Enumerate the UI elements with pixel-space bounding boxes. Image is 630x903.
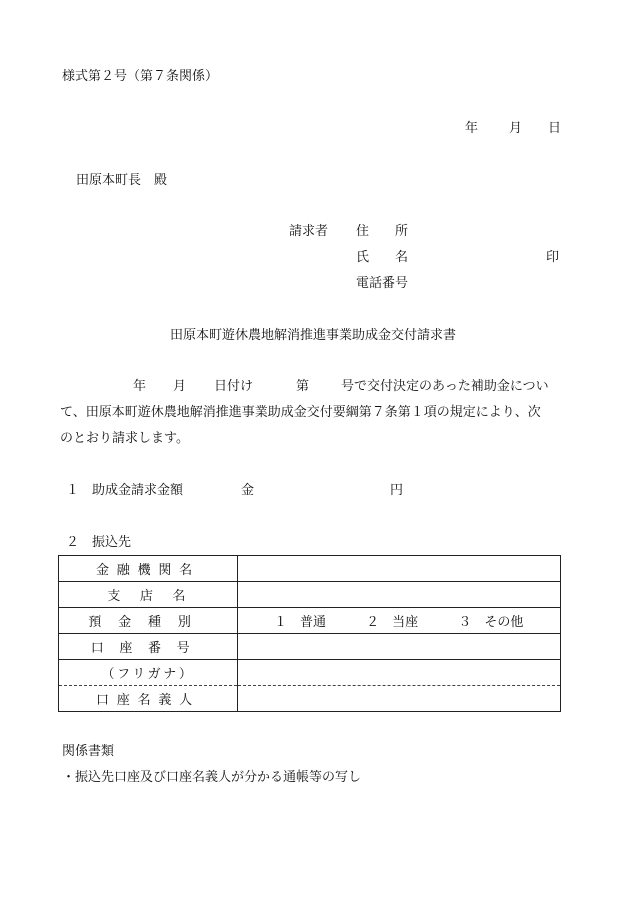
furigana-field[interactable] bbox=[238, 660, 561, 686]
related-docs-heading: 関係書類 bbox=[62, 744, 115, 759]
body-month: 月 bbox=[173, 379, 187, 394]
furigana-label: （フリガナ） bbox=[59, 660, 238, 686]
date-month: 月 bbox=[509, 121, 523, 136]
body-no: 第 bbox=[296, 379, 310, 394]
seal-mark: 印 bbox=[546, 250, 560, 265]
name-label: 氏 名 bbox=[356, 250, 409, 265]
deposit-type-label: 預金種別 bbox=[59, 608, 238, 634]
phone-label: 電話番号 bbox=[356, 276, 409, 291]
deposit-option-ordinary[interactable]: １ 普通 bbox=[274, 615, 327, 630]
bank-account-table bbox=[58, 555, 561, 712]
branch-name-field[interactable] bbox=[238, 582, 561, 608]
table-row bbox=[59, 634, 561, 660]
bank-name-label: 金融機関名 bbox=[59, 556, 238, 582]
deposit-option-current[interactable]: ２ 当座 bbox=[366, 615, 419, 630]
transfer-heading: ２ 振込先 bbox=[66, 535, 132, 550]
requester-role: 請求者 bbox=[289, 224, 329, 239]
form-number: 様式第２号（第７条関係） bbox=[62, 69, 219, 84]
amount-kin: 金 bbox=[241, 483, 255, 498]
addressee: 田原本町長 殿 bbox=[76, 173, 168, 188]
table-row bbox=[59, 686, 561, 712]
body-dated: 日付け bbox=[214, 379, 254, 394]
date-year: 年 bbox=[465, 121, 479, 136]
body-year: 年 bbox=[133, 379, 147, 394]
account-holder-label: 口座名義人 bbox=[59, 686, 238, 712]
table-row bbox=[59, 660, 561, 686]
related-doc-item: ・振込先口座及び口座名義人が分かる通帳等の写し bbox=[62, 770, 362, 785]
table-row bbox=[59, 582, 561, 608]
branch-name-label: 支 店 名 bbox=[59, 582, 238, 608]
body-text-2: て、田原本町遊休農地解消推進事業助成金交付要綱第７条第１項の規定により、次 bbox=[60, 405, 541, 420]
body-text-1: 号で交付決定のあった補助金につい bbox=[341, 379, 549, 394]
address-label: 住 所 bbox=[356, 224, 409, 239]
account-number-label: 口座番号 bbox=[59, 634, 238, 660]
account-holder-field[interactable] bbox=[238, 686, 561, 712]
table-row bbox=[59, 556, 561, 582]
deposit-type-options bbox=[238, 608, 561, 634]
document-title: 田原本町遊休農地解消推進事業助成金交付請求書 bbox=[170, 328, 457, 343]
bank-name-field[interactable] bbox=[238, 556, 561, 582]
body-text-3: のとおり請求します。 bbox=[60, 431, 189, 446]
amount-yen: 円 bbox=[390, 483, 404, 498]
table-row bbox=[59, 608, 561, 634]
amount-label: １ 助成金請求金額 bbox=[66, 483, 184, 498]
account-number-field[interactable] bbox=[238, 634, 561, 660]
date-day: 日 bbox=[548, 121, 562, 136]
deposit-option-other[interactable]: ３ その他 bbox=[458, 615, 524, 630]
